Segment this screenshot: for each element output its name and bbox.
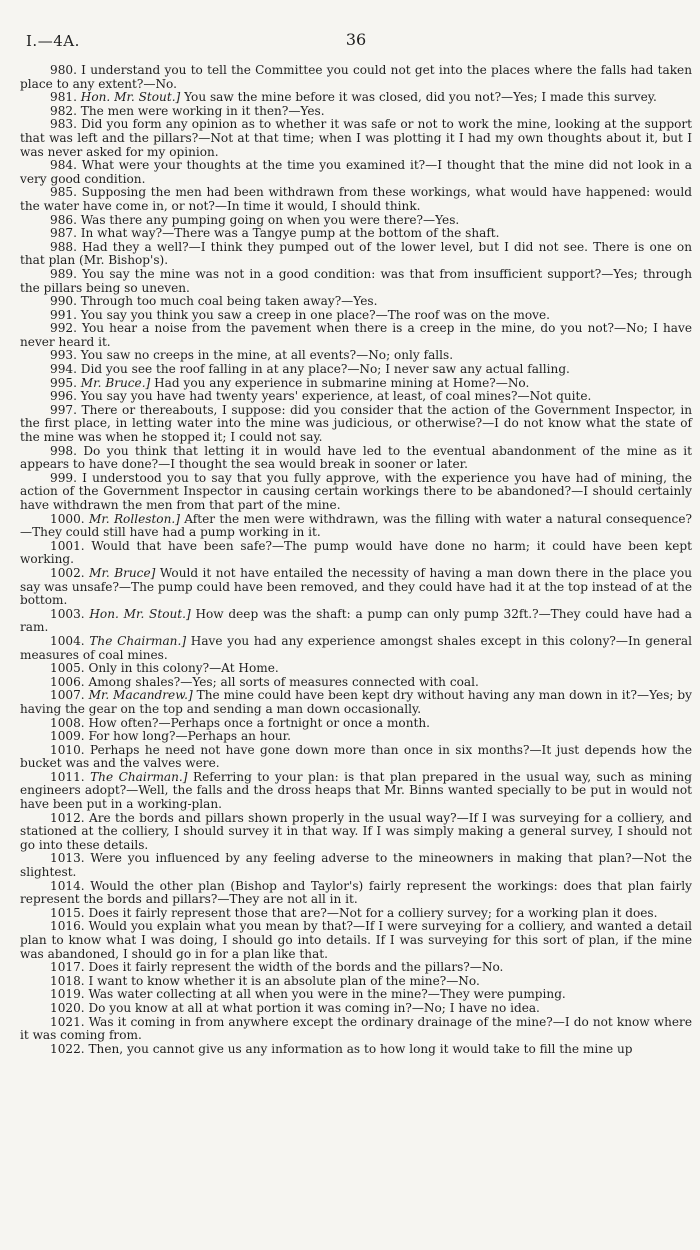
question-number: 1002. xyxy=(50,565,85,580)
paragraph-text: 1009. For how long?—Perhaps an hour. xyxy=(50,729,291,744)
evidence-paragraph xyxy=(20,186,692,213)
paragraph-text: 998. Do you think that letting it in would have led to the eventual abandonment of the mine as it appears to have done?—I thought the sea would break in sooner or later. xyxy=(20,443,692,472)
evidence-paragraph xyxy=(20,377,692,391)
question-number: 1003. xyxy=(50,606,85,621)
question-number: 1000. xyxy=(50,511,85,526)
paragraph-text: 990. Through too much coal being taken away?—Yes. xyxy=(50,294,378,309)
evidence-paragraph xyxy=(20,540,692,567)
evidence-paragraph xyxy=(20,689,692,716)
evidence-paragraph xyxy=(20,961,692,975)
paragraph-text: 985. Supposing the men had been withdrawn from these workings, what would have happened: would the water have come in, or not?—In time it would, I should think. xyxy=(20,185,692,213)
evidence-paragraph xyxy=(20,404,692,445)
evidence-body xyxy=(20,64,692,1056)
paragraph-text: 1019. Was water collecting at all when you were in the mine?—They were pumping. xyxy=(50,987,566,1002)
evidence-paragraph xyxy=(20,812,692,853)
evidence-paragraph xyxy=(20,1002,692,1016)
paragraph-text: 993. You saw no creeps in the mine, at all events?—No; only falls. xyxy=(50,348,454,363)
paragraph-text: 980. I understand you to tell the Committee you could not get into the places where the falls had taken place to any extent?—No. xyxy=(20,63,692,91)
paragraph-text: 999. I understood you to say that you fully approve, with the experience you have had of mining, the action of the Government Inspector in causing certain workings there to be abandoned?—I should certainly have withdrawn the men from that part of the mine. xyxy=(20,470,692,512)
evidence-paragraph xyxy=(20,1043,692,1057)
speaker-name: Mr. Macandrew.] xyxy=(88,688,193,703)
paragraph-text: 1016. Would you explain what you mean by that?—If I were surveying for a colliery, and wanted a detail plan to know what I was doing, I should go into details. If I was surveying for this sort of plan, if the mine was abandoned, I should go in for a plan like that. xyxy=(20,919,692,961)
question-number: 995. xyxy=(50,375,77,390)
page-number: 36 xyxy=(345,30,367,49)
paragraph-text: 989. You say the mine was not in a good condition: was that from insufficient support?—Yes; through the pillars being so uneven. xyxy=(20,266,692,295)
paragraph-text: 1018. I want to know whether it is an absolute plan of the mine?—No. xyxy=(50,973,480,988)
paragraph-text: 1020. Do you know at all at what portion it was coming in?—No; I have no idea. xyxy=(50,1000,540,1015)
evidence-paragraph xyxy=(20,445,692,472)
question-number: 1004. xyxy=(50,633,85,648)
paragraph-text: After the men were withdrawn, was the filling with water a natural consequence?—They could still have had a pump working in it. xyxy=(20,511,692,540)
evidence-paragraph xyxy=(20,920,692,961)
evidence-paragraph xyxy=(20,295,692,309)
evidence-paragraph xyxy=(20,472,692,513)
evidence-paragraph xyxy=(20,214,692,228)
evidence-paragraph xyxy=(20,64,692,91)
evidence-paragraph xyxy=(20,513,692,540)
question-number: 981. xyxy=(50,90,77,105)
speaker-name: Mr. Bruce] xyxy=(89,565,156,580)
paragraph-text: 994. Did you see the roof falling in at any place?—No; I never saw any actual falling. xyxy=(50,362,570,377)
paragraph-text: Would it not have entailed the necessity of having a man down there in the place you say was unsafe?—The pump could have been removed, and they could have had it at the top instead of at the bottom. xyxy=(20,565,692,608)
speaker-name: Mr. Rolleston.] xyxy=(88,511,180,526)
speaker-name: Hon. Mr. Stout.] xyxy=(89,606,191,621)
speaker-name: The Chairman.] xyxy=(90,769,188,784)
evidence-paragraph xyxy=(20,662,692,676)
speaker-name: The Chairman.] xyxy=(89,633,187,648)
paragraph-text: 992. You hear a noise from the pavement when there is a creep in the mine, do you not?—No; I have never heard it. xyxy=(20,321,692,349)
paragraph-text: 1015. Does it fairly represent those that are?—Not for a colliery survey; for a working plan it does. xyxy=(50,905,658,920)
evidence-paragraph xyxy=(20,635,692,662)
speaker-name: Mr. Bruce.] xyxy=(80,375,151,390)
evidence-paragraph xyxy=(20,309,692,323)
paragraph-text: 1005. Only in this colony?—At Home. xyxy=(50,661,279,676)
evidence-paragraph xyxy=(20,118,692,159)
evidence-paragraph xyxy=(20,390,692,404)
question-number: 1011. xyxy=(50,769,85,784)
paragraph-text: 986. Was there any pumping going on when you were there?—Yes. xyxy=(50,212,460,227)
document-reference: I.—4A. xyxy=(26,32,80,50)
evidence-paragraph xyxy=(20,349,692,363)
paragraph-text: Have you had any experience amongst shales except in this colony?—In general measures of coal mines. xyxy=(20,633,692,662)
paragraph-text: 1017. Does it fairly represent the width of the bords and the pillars?—No. xyxy=(50,960,504,975)
paragraph-text: You saw the mine before it was closed, did you not?—Yes; I made this survey. xyxy=(184,90,657,105)
evidence-paragraph xyxy=(20,241,692,268)
evidence-paragraph xyxy=(20,567,692,608)
paragraph-text: 1001. Would that have been safe?—The pump would have done no harm; it could have been kept working. xyxy=(20,538,692,567)
paragraph-text: 1013. Were you influenced by any feeling adverse to the mineowners in making that plan?—Not the slightest. xyxy=(20,851,692,880)
evidence-paragraph xyxy=(20,744,692,771)
paragraph-text: 1022. Then, you cannot give us any information as to how long it would take to fill the mine up xyxy=(50,1041,633,1056)
evidence-paragraph xyxy=(20,1016,692,1043)
evidence-paragraph xyxy=(20,880,692,907)
speaker-name: Hon. Mr. Stout.] xyxy=(80,90,181,105)
evidence-paragraph xyxy=(20,159,692,186)
paragraph-text: 1008. How often?—Perhaps once a fortnight or once a month. xyxy=(50,715,430,730)
evidence-paragraph xyxy=(20,105,692,119)
paragraph-text: Had you any experience in submarine mining at Home?—No. xyxy=(154,375,530,390)
evidence-paragraph xyxy=(20,907,692,921)
paragraph-text: 996. You say you have had twenty years' experience, at least, of coal mines?—Not quite. xyxy=(50,389,592,404)
paragraph-text: 987. In what way?—There was a Tangye pump at the bottom of the shaft. xyxy=(50,226,500,241)
paragraph-text: 1021. Was it coming in from anywhere except the ordinary drainage of the mine?—I do not know where it was coming from. xyxy=(20,1014,692,1043)
evidence-paragraph xyxy=(20,608,692,635)
paragraph-text: Referring to your plan: is that plan prepared in the usual way, such as mining engineers adopt?—Well, the falls and the dross heaps that Mr. Binns wanted specially to be put in would not have been put in a working-plan. xyxy=(20,769,692,812)
paragraph-text: 1006. Among shales?—Yes; all sorts of measures connected with coal. xyxy=(50,674,479,689)
paragraph-text: 1010. Perhaps he need not have gone down more than once in six months?—It just depends how the bucket was and the valves were. xyxy=(20,742,692,771)
paragraph-text: 997. There or thereabouts, I suppose: did you consider that the action of the Government Inspector, in the first place, in letting water into the mine was judicious, or otherwise?—I do not know what the state of the mine was when he stopped it; I could not say. xyxy=(20,402,692,445)
evidence-paragraph xyxy=(20,227,692,241)
paragraph-text: 982. The men were working in it then?—Yes. xyxy=(50,103,325,118)
evidence-paragraph xyxy=(20,975,692,989)
question-number: 1007. xyxy=(50,688,85,703)
evidence-paragraph xyxy=(20,771,692,812)
paragraph-text: 984. What were your thoughts at the time you examined it?—I thought that the mine did not look in a very good condition. xyxy=(20,158,692,186)
paragraph-text: The mine could have been kept dry without having any man down in it?—Yes; by having the gear on the top and sending a man down occasionally. xyxy=(20,688,692,716)
evidence-paragraph xyxy=(20,268,692,295)
evidence-paragraph xyxy=(20,91,692,105)
evidence-paragraph xyxy=(20,730,692,744)
page-header xyxy=(20,0,692,64)
paragraph-text: How deep was the shaft: a pump can only pump 32ft.?—They could have had a ram. xyxy=(20,606,692,635)
evidence-paragraph xyxy=(20,988,692,1002)
evidence-paragraph xyxy=(20,322,692,349)
evidence-paragraph xyxy=(20,363,692,377)
evidence-paragraph xyxy=(20,676,692,690)
evidence-paragraph xyxy=(20,717,692,731)
paragraph-text: 991. You say you think you saw a creep in one place?—The roof was on the move. xyxy=(50,307,550,322)
paragraph-text: 1014. Would the other plan (Bishop and Taylor's) fairly represent the workings: does that plan fairly represent the bords and pillars?—They are not all in it. xyxy=(20,878,692,907)
paragraph-text: 1012. Are the bords and pillars shown properly in the usual way?—If I was surveying for a colliery, and stationed at the colliery, I should survey it in that way. If I was simply making a general survey, I should not go into these details. xyxy=(20,810,692,852)
evidence-paragraph xyxy=(20,852,692,879)
paragraph-text: 988. Had they a well?—I think they pumped out of the lower level, but I did not see. There is one on that plan (Mr. Bishop's). xyxy=(20,239,692,268)
paragraph-text: 983. Did you form any opinion as to whether it was safe or not to work the mine, looking at the support that was left and the pillars?—Not at that time; when I was plotting it I had my own thoughts about it, but I was never asked for my opinion. xyxy=(20,117,692,159)
